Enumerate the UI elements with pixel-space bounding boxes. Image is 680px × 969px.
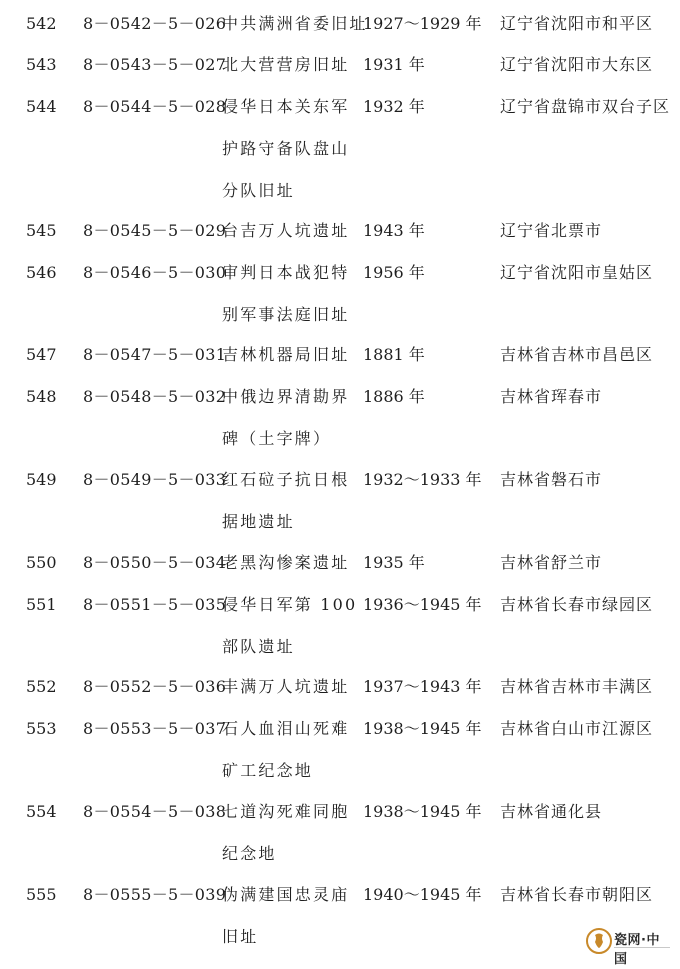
site-name: [222, 677, 349, 719]
site-code: 8－0545－5－029: [83, 221, 227, 240]
site-location: 吉林省长春市绿园区: [500, 595, 654, 614]
site-code: 8－0546－5－030: [83, 263, 227, 282]
row-number: 548: [26, 387, 57, 406]
site-name-line: 伪满建国忠灵庙: [222, 885, 350, 904]
site-location: 辽宁省沈阳市和平区: [500, 14, 654, 33]
site-name-line: 台吉万人坑遗址: [222, 221, 350, 240]
site-name-line: 七道沟死难同胞: [222, 802, 350, 821]
site-location: 吉林省白山市江源区: [500, 719, 654, 738]
site-name-line: 纪念地: [222, 844, 277, 863]
row-number: 543: [26, 55, 57, 74]
row-number: 551: [26, 595, 57, 614]
site-name-line: 审判日本战犯特: [222, 263, 350, 282]
site-code: 8－0548－5－032: [83, 387, 227, 406]
row-number: 552: [26, 677, 57, 696]
site-name-line: 丰满万人坑遗址: [222, 677, 350, 696]
site-era: 1943 年: [363, 221, 425, 240]
site-name-line: 老黑沟惨案遗址: [222, 553, 350, 572]
site-name: [222, 802, 349, 886]
site-name-line: 部队遗址: [222, 637, 295, 656]
row-number: 547: [26, 345, 57, 364]
site-location: 吉林省磐石市: [500, 470, 603, 489]
row-number: 545: [26, 221, 57, 240]
site-era: 1932～1933 年: [363, 470, 482, 489]
site-location: 吉林省吉林市昌邑区: [500, 345, 654, 364]
site-era: 1938～1945 年: [363, 719, 482, 738]
site-name-line: 矿工纪念地: [222, 761, 314, 780]
site-location: 辽宁省北票市: [500, 221, 603, 240]
site-name-line: 中共满洲省委旧址: [222, 14, 368, 33]
site-name-line: 侵华日军第 100: [222, 595, 358, 614]
site-code: 8－0544－5－028: [83, 97, 227, 116]
site-name: [222, 595, 357, 679]
site-code: 8－0551－5－035: [83, 595, 227, 614]
site-name-line: 护路守备队盘山: [222, 139, 350, 158]
site-name: [222, 470, 349, 554]
site-era: 1935 年: [363, 553, 425, 572]
site-era: 1936～1945 年: [363, 595, 482, 614]
site-name-line: 别军事法庭旧址: [222, 305, 350, 324]
site-era: 1927～1929 年: [363, 14, 482, 33]
porcelain-logo-icon: [584, 926, 614, 956]
site-name: [222, 263, 349, 347]
site-name: [222, 719, 349, 803]
site-name-line: 中俄边界清勘界: [222, 387, 350, 406]
site-name: [222, 55, 349, 97]
site-code: 8－0554－5－038: [83, 802, 227, 821]
site-code: 8－0549－5－033: [83, 470, 227, 489]
site-code: 8－0542－5－026: [83, 14, 227, 33]
site-location: 辽宁省盘锦市双台子区: [500, 97, 671, 116]
site-name: [222, 221, 349, 263]
row-number: 554: [26, 802, 57, 821]
site-name-line: 侵华日本关东军: [222, 97, 350, 116]
site-name-line: 北大营营房旧址: [222, 55, 350, 74]
site-name-line: 分队旧址: [222, 181, 295, 200]
site-era: 1886 年: [363, 387, 425, 406]
site-location: 辽宁省沈阳市大东区: [500, 55, 654, 74]
site-era: 1938～1945 年: [363, 802, 482, 821]
row-number: 549: [26, 470, 57, 489]
site-name-line: 旧址: [222, 927, 259, 946]
site-code: 8－0550－5－034: [83, 553, 227, 572]
site-era: 1931 年: [363, 55, 425, 74]
site-name: [222, 553, 349, 595]
site-name: [222, 885, 349, 969]
row-number: 553: [26, 719, 57, 738]
row-number: 555: [26, 885, 57, 904]
site-name-line: 红石砬子抗日根: [222, 470, 350, 489]
site-code: 8－0543－5－027: [83, 55, 227, 74]
site-location: 辽宁省沈阳市皇姑区: [500, 263, 654, 282]
site-code: 8－0547－5－031: [83, 345, 227, 364]
site-era: 1932 年: [363, 97, 425, 116]
site-code: 8－0553－5－037: [83, 719, 227, 738]
site-name-line: 吉林机器局旧址: [222, 345, 350, 364]
site-code: 8－0555－5－039: [83, 885, 227, 904]
row-number: 544: [26, 97, 57, 116]
site-name: [222, 97, 349, 223]
row-number: 546: [26, 263, 57, 282]
site-location: 吉林省舒兰市: [500, 553, 603, 572]
site-name: [222, 345, 349, 387]
site-location: 吉林省吉林市丰满区: [500, 677, 654, 696]
site-location: 吉林省珲春市: [500, 387, 603, 406]
watermark-underline: [614, 947, 670, 951]
watermark: [584, 926, 672, 967]
site-era: 1956 年: [363, 263, 425, 282]
row-number: 542: [26, 14, 57, 33]
site-era: 1937～1943 年: [363, 677, 482, 696]
watermark-text: 瓷网·中国: [614, 933, 660, 967]
site-name-line: 碑（土字牌）: [222, 429, 332, 448]
site-era: 1881 年: [363, 345, 425, 364]
site-code: 8－0552－5－036: [83, 677, 227, 696]
site-name-line: 石人血泪山死难: [222, 719, 350, 738]
site-name: [222, 387, 349, 471]
row-number: 550: [26, 553, 57, 572]
site-name-line: 据地遗址: [222, 512, 295, 531]
site-name: [222, 14, 368, 56]
site-location: 吉林省通化县: [500, 802, 603, 821]
site-era: 1940～1945 年: [363, 885, 482, 904]
site-location: 吉林省长春市朝阳区: [500, 885, 654, 904]
